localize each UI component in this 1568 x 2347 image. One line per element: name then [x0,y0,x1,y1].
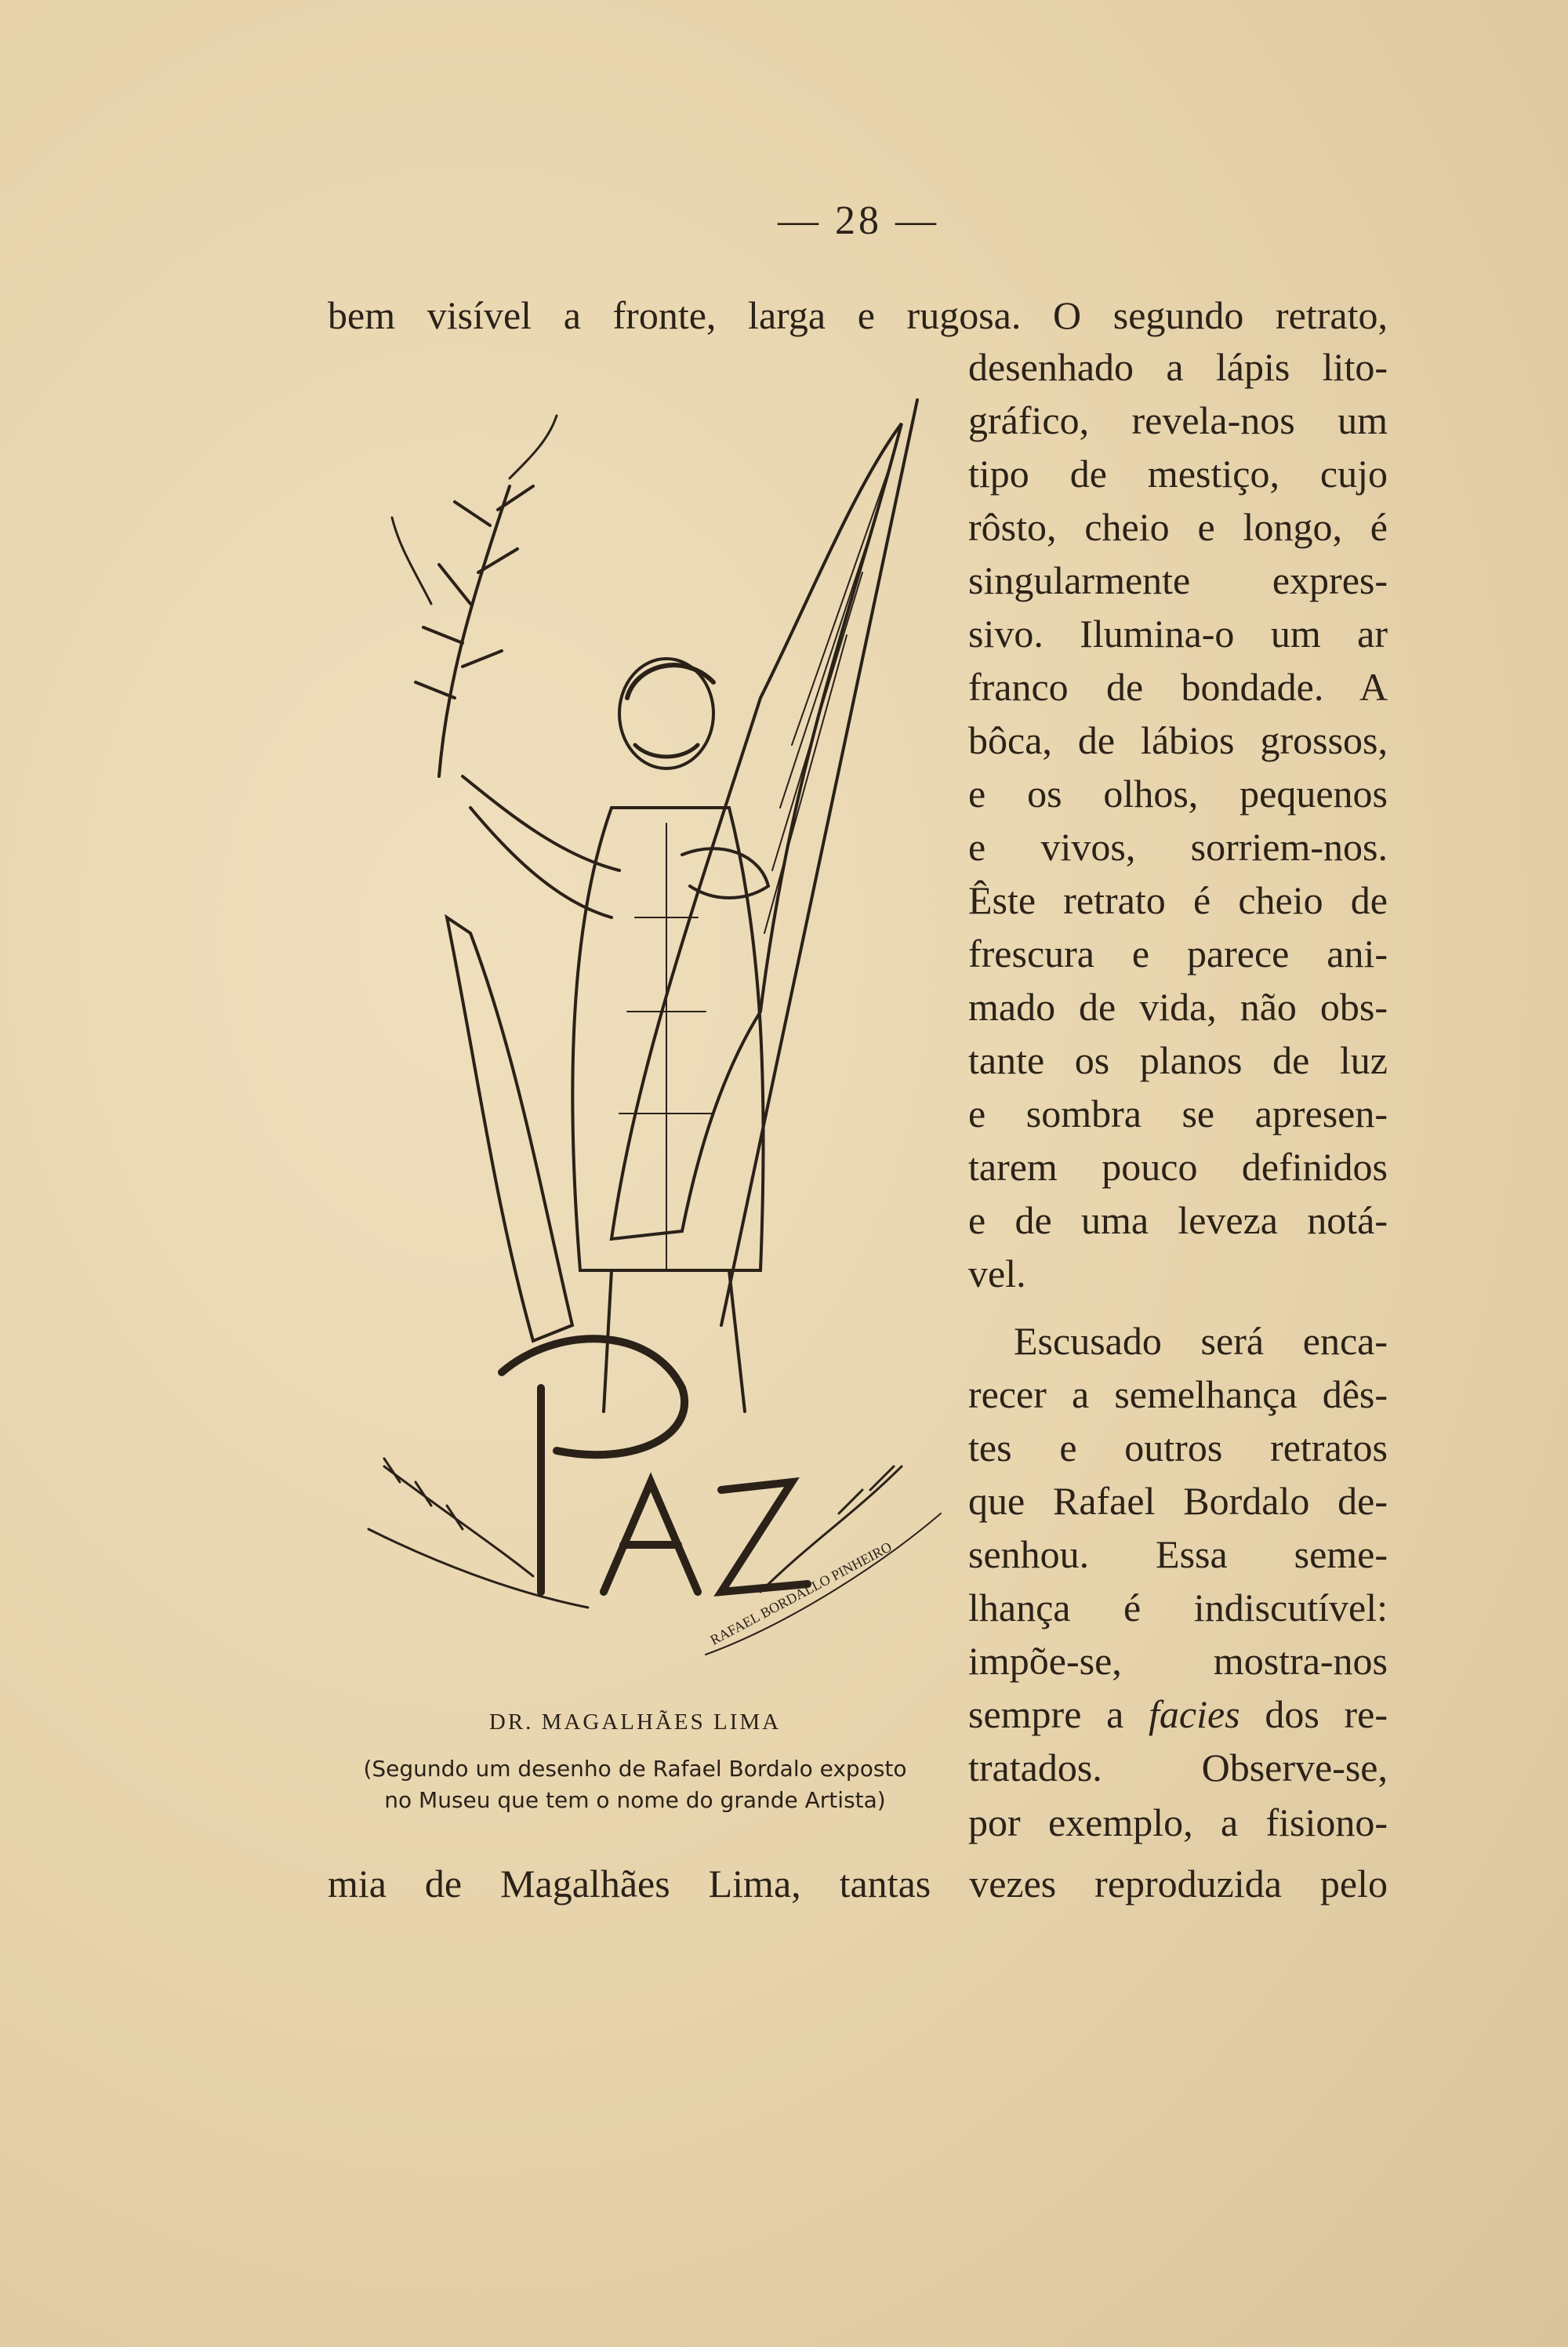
text-line: tipo de mestiço, cujo [968,452,1388,496]
text-line: recer a semelhança dês- [968,1372,1388,1416]
text-line: e os olhos, pequenos [968,772,1388,816]
text-line: gráfico, revela-nos um [968,398,1388,442]
text-line [968,1688,1388,1741]
text-fragment: dos re- [1240,1692,1388,1736]
signature: RAFAEL BORDALLO PINHEIRO [707,1539,895,1648]
raised-arm [463,776,619,917]
text-line: Escusado será enca- [1014,1319,1388,1363]
text-line: desenhado a lápis lito- [968,345,1388,389]
text-line: mado de vida, não obs- [968,985,1388,1029]
text-line: sivo. Ilumina-o um ar [968,612,1388,656]
italic-term: facies [1149,1692,1240,1736]
text-line: e de uma leveza notá- [968,1198,1388,1242]
text-line: e vivos, sorriem-nos. [968,825,1388,869]
text-line: bem visível a fronte, larga e rugosa. O segundo retrato, [328,293,1388,337]
text-fragment: sempre a [968,1692,1149,1736]
text-line: mia de Magalhães Lima, tantas vezes reproduzida pelo [328,1862,1388,1906]
text-line: que Rafael Bordalo de- [968,1479,1388,1523]
text-line: singularmente expres- [968,558,1388,602]
page-number: — 28 — [778,198,939,243]
text-line: impõe-se, mostra-nos [968,1639,1388,1683]
olive-branch [416,486,533,776]
paz-letter-p [502,1339,684,1592]
text-line: tratados. Observe-se, [968,1746,1388,1789]
flag [612,423,902,1239]
paz-letter-z [721,1482,808,1592]
text-line: bôca, de lábios grossos, [968,718,1388,762]
text-line: vel. [968,1252,1026,1295]
flag-left [447,917,572,1341]
flag-pole [721,400,917,1325]
text-line: senhou. Essa seme- [968,1532,1388,1576]
text-line: lhança é indiscutível: [968,1586,1388,1629]
text-line: tes e outros retratos [968,1426,1388,1470]
text-line: tante os planos de luz [968,1038,1388,1082]
text-line: por exemplo, a fisiono- [968,1800,1388,1844]
caption-line: no Museu que tem o nome do grande Artista) [384,1787,886,1813]
portrait-illustration [353,369,949,1678]
text-line: frescura e parece ani- [968,932,1388,975]
caption-title: DR. MAGALHÃES LIMA [488,1709,782,1735]
hand-on-chest [682,848,768,898]
caption-line: (Segundo um desenho de Rafael Bordalo exposto [363,1756,907,1782]
text-line: tarem pouco definidos [968,1145,1388,1189]
text-line: Êste retrato é cheio de [968,878,1388,922]
text-line: franco de bondade. A [968,665,1388,709]
text-line: e sombra se apresen- [968,1092,1388,1135]
head [619,659,713,768]
coat [572,808,763,1270]
paz-letter-a [604,1482,698,1592]
text-line: rôsto, cheio e longo, é [968,505,1388,549]
